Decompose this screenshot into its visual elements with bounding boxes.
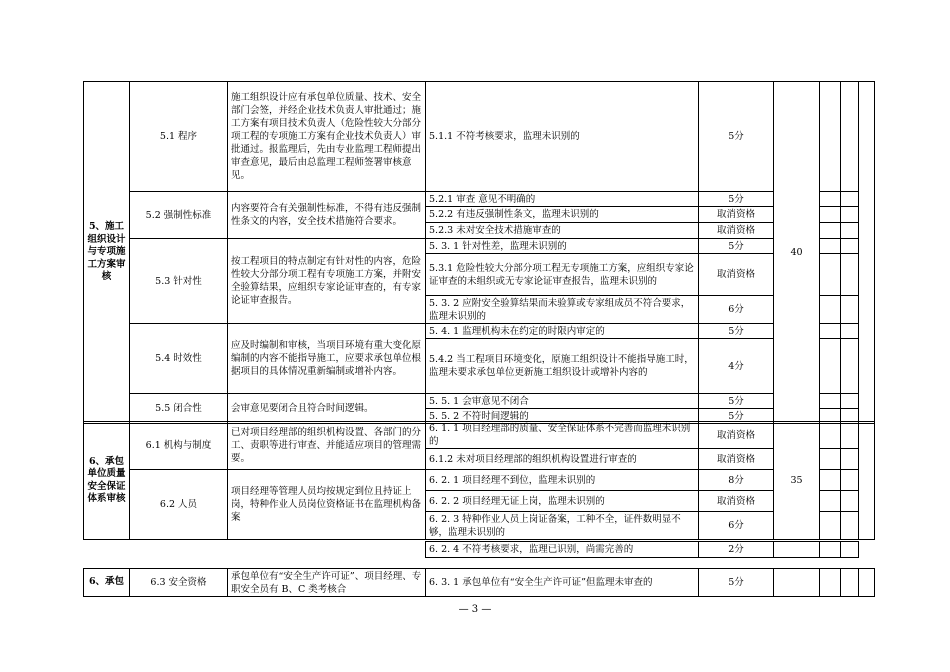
deduction-item: 6. 2. 4 不符考核要求，监理已识别，尚需完善的 (426, 542, 699, 558)
blank-cell (774, 542, 820, 558)
blank-cell (820, 254, 841, 296)
sub-item-name: 6.3 安全资格 (130, 569, 228, 597)
sub-item-name: 5.2 强制性标准 (130, 192, 228, 239)
requirement-cell: 施工组织设计应有承包单位质量、技术、安全部门会签，并经企业技术负责人审批通过；施工方案有项目技术负责人（危险性较大分部分项工程的专项施工方案有企业技术负责人）审批通过。报监理后，先由专业监理工程师提出审查意见，最后由总监理工程师签署审核意见。 (228, 82, 426, 192)
score-cell: 5分 (699, 239, 774, 254)
score-cell: 5分 (699, 409, 774, 424)
evaluation-table (83, 81, 875, 424)
sub-item-name: 5.3 针对性 (130, 239, 228, 324)
blank-cell (841, 394, 859, 409)
deduction-item: 5. 5. 2 不符时间逻辑的 (426, 409, 699, 424)
evaluation-table-continuation (83, 568, 875, 597)
deduction-item: 5. 5. 1 会审意见不闭合 (426, 394, 699, 409)
blank-cell (841, 207, 859, 223)
sub-item-name: 5.4 时效性 (130, 324, 228, 394)
category-cell-5: 5、施工组织设计与专项施工方案审核 (84, 82, 130, 424)
score-cell: 取消资格 (699, 207, 774, 223)
deduction-item: 5. 4. 1 监理机构未在约定的时限内审定的 (426, 324, 699, 339)
evaluation-table-tail (425, 541, 859, 558)
blank-cell (820, 569, 841, 597)
blank-cell (841, 296, 859, 324)
blank-cell (841, 569, 859, 597)
deduction-item: 6. 2. 2 项目经理无证上岗，监理未识别的 (426, 491, 699, 512)
blank-cell (859, 422, 875, 540)
total-score-cell: 40 (774, 82, 820, 424)
score-cell: 取消资格 (699, 254, 774, 296)
deduction-item: 5. 3. 2 应附安全验算结果而未验算或专家组成员不符合要求，监理未识别的 (426, 296, 699, 324)
score-cell: 5分 (699, 82, 774, 192)
deduction-item: 5.2.1 审查 意见不明确的 (426, 192, 699, 207)
requirement-cell: 会审意见要闭合且符合时间逻辑。 (228, 394, 426, 424)
blank-cell (841, 324, 859, 339)
deduction-item: 5.3.1 危险性较大分部分项工程无专项施工方案，应组织专家论证审查的未组织或无专家论证审查报告，监理未识别的 (426, 254, 699, 296)
sub-item-name: 6.1 机构与制度 (130, 422, 228, 470)
score-cell: 取消资格 (699, 223, 774, 239)
score-cell: 6分 (699, 512, 774, 540)
score-cell: 5分 (699, 324, 774, 339)
deduction-item: 5.2.3 未对安全技术措施审查的 (426, 223, 699, 239)
blank-cell (841, 239, 859, 254)
blank-cell (820, 470, 841, 491)
blank-cell (841, 491, 859, 512)
score-cell: 取消资格 (699, 422, 774, 449)
deduction-item: 6. 1. 1 项目经理部的质量、安全保证体系不完善而监理未识别的 (426, 422, 699, 449)
requirement-cell: 项目经理等管理人员均按规定到位且持证上岗，特种作业人员岗位资格证书在监理机构备案 (228, 470, 426, 540)
blank-cell (820, 491, 841, 512)
blank-cell (841, 192, 859, 207)
blank-cell (841, 542, 859, 558)
blank-cell (820, 339, 841, 394)
blank-cell (820, 207, 841, 223)
blank-cell (841, 254, 859, 296)
requirement-cell: 按工程项目的特点制定有针对性的内容，危险性较大分部分项工程有专项施工方案，并附安全验算结果，应组织专家论证审查的，有专家论证审查报告。 (228, 239, 426, 324)
blank-cell (820, 422, 841, 449)
blank-cell (841, 512, 859, 540)
blank-cell (820, 394, 841, 409)
score-cell: 取消资格 (699, 449, 774, 470)
deduction-item: 6.1.2 未对项目经理部的组织机构设置进行审查的 (426, 449, 699, 470)
sub-item-name: 6.2 人员 (130, 470, 228, 540)
evaluation-table-section6 (83, 421, 875, 540)
blank-cell (841, 223, 859, 239)
blank-cell (859, 569, 875, 597)
blank-cell (820, 449, 841, 470)
deduction-item: 6. 3. 1 承包单位有“安全生产许可证”但监理未审查的 (426, 569, 699, 597)
blank-cell (820, 192, 841, 207)
category-cell-6-continued: 6、承包 (84, 569, 130, 597)
deduction-item: 5.1.1 不符考核要求，监理未识别的 (426, 82, 699, 192)
sub-item-name: 5.5 闭合性 (130, 394, 228, 424)
deduction-item: 5. 3. 1 针对性差，监理未识别的 (426, 239, 699, 254)
page-number: — 3 — (458, 604, 492, 615)
total-score-cell: 35 (774, 422, 820, 540)
deduction-item: 5.2.2 有违反强制性条文，监理未识别的 (426, 207, 699, 223)
blank-cell (820, 82, 841, 192)
score-cell: 2分 (699, 542, 774, 558)
score-cell: 5分 (699, 569, 774, 597)
category-cell-6: 6、承包单位质量安全保证体系审核 (84, 422, 130, 540)
blank-cell (841, 449, 859, 470)
deduction-item: 5.4.2 当工程项目环境变化，原施工组织设计不能指导施工时，监理未要求承包单位更新施工组织设计或增补内容的 (426, 339, 699, 394)
deduction-item: 6. 2. 1 项目经理不到位，监理未识别的 (426, 470, 699, 491)
blank-cell (841, 339, 859, 394)
requirement-cell: 已对项目经理部的组织机构设置、各部门的分工、责职等进行审查、并能适应项目的管理需要。 (228, 422, 426, 470)
score-cell: 8分 (699, 470, 774, 491)
blank-cell (820, 296, 841, 324)
score-cell: 6分 (699, 296, 774, 324)
blank-cell (820, 542, 841, 558)
blank-cell (820, 512, 841, 540)
score-cell: 4分 (699, 339, 774, 394)
blank-cell (820, 223, 841, 239)
blank-cell (820, 239, 841, 254)
requirement-cell: 承包单位有“安全生产许可证”、项目经理、专职安全员有 B、C 类考核合 (228, 569, 426, 597)
blank-cell (841, 82, 859, 192)
score-cell: 5分 (699, 394, 774, 409)
score-cell: 取消资格 (699, 491, 774, 512)
blank-cell (859, 82, 875, 424)
requirement-cell: 应及时编制和审核，当项目环境有重大变化原编制的内容不能指导施工，应要求承包单位根据项目的具体情况重新编制或增补内容。 (228, 324, 426, 394)
blank-cell (774, 569, 820, 597)
blank-cell (820, 324, 841, 339)
score-cell: 5分 (699, 192, 774, 207)
blank-cell (841, 470, 859, 491)
requirement-cell: 内容要符合有关强制性标准，不得有违反强制性条文的内容，安全技术措施符合要求。 (228, 192, 426, 239)
blank-cell (841, 422, 859, 449)
sub-item-name: 5.1 程序 (130, 82, 228, 192)
deduction-item: 6. 2. 3 特种作业人员上岗证备案，工种不全，证件数明显不够，监理未识别的 (426, 512, 699, 540)
